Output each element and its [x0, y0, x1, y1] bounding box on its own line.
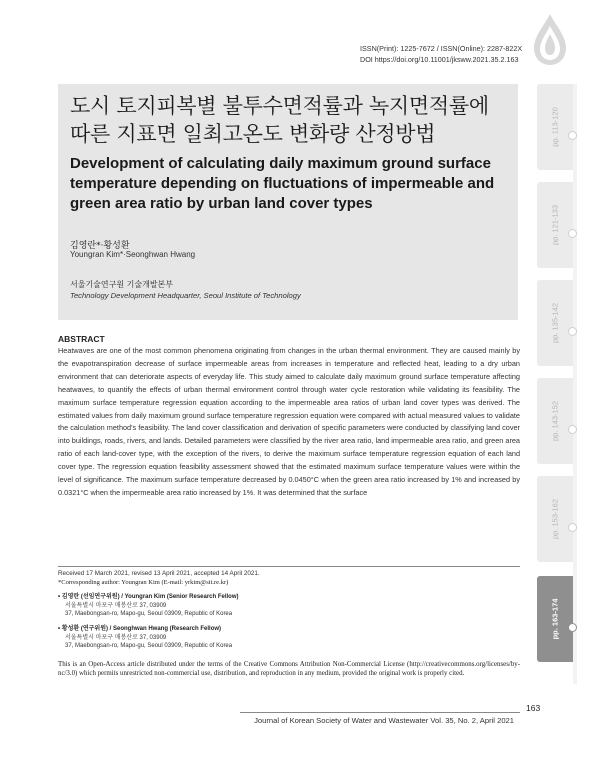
korean-title-line2: 따른 지표면 일최고온도 변화량 산정방법: [70, 122, 436, 146]
tab-dot-icon: [568, 229, 577, 238]
journal-citation: Journal of Korean Society of Water and Wastewater Vol. 35, No. 2, April 2021: [254, 716, 514, 725]
abstract-body: Heatwaves are one of the most common phenomena originating from changes in the urban thermal environment. They are caused mainly by the evapotranspiration decrease of surface impermeable areas from increases in temperature and reflected heat, leading to a dry urban environment that can deteriorate aspects of everyday life. This study aimed to calculate daily maximum ground surface temperature affecting heatwaves, to quantify the effects of urban thermal environment control through water cycle restoration while validating its feasibility. The maximum surface temperature regression equation according to the impermeable area ratios of urban land cover types was derived. The estimated values from daily maximum ground surface temperature regression equation were compared with actual measured values to validate the calculation method's feasibility. The land cover classification and derivation of specific parameters were conducted by classifying land cover into buildings, roads, rivers, and lands. Detailed parameters were classified by the river area ratio, land impermeable area ratio, and green area ratio of each land-cover type, with the exception of the rivers, to derive the maximum surface temperature regression equation of each land cover type. The regression equation feasibility assessment showed that the estimated maximum surface temperature values were within the level of significance. The maximum surface temperature decreased by 0.0450°C when the green area ratio increased by 1% and increased by 0.0321°C when the impermeable area ratio increased by 1%. It was determined that the surface: [58, 346, 520, 497]
author-info-head: • 김영란 (선임연구위원) / Youngran Kim (Senior Research Fellow): [58, 594, 239, 600]
corresponding-author: *Corresponding author: Youngran Kim (E-mail: yrkim@sit.re.kr): [58, 579, 229, 586]
issn-text: ISSN(Print): 1225-7672 / ISSN(Online): 2287-822X: [360, 44, 523, 53]
tab-dot-icon: [568, 523, 577, 532]
side-tab-label: pp. 163-174: [550, 598, 560, 640]
tab-dot-icon: [568, 425, 577, 434]
tab-dot-icon: [568, 327, 577, 336]
tab-dot-icon: [568, 131, 577, 140]
author-address-english: 37, Maebongsan-ro, Mapo-gu, Seoul 03909, Republic of Korea: [65, 643, 233, 650]
author-info-head: • 황성환 (연구위원) / Seonghwan Hwang (Research Fellow): [58, 626, 222, 632]
author-info-2: [58, 625, 232, 651]
author-address-korean: 서울특별시 마포구 매봉산로 37, 03909: [65, 602, 167, 609]
footnote-divider: [58, 566, 520, 567]
issn-doi-block: [360, 44, 522, 65]
authors-english: Youngran Kim*·Seonghwan Hwang: [70, 250, 196, 259]
journal-logo-icon: [526, 12, 574, 68]
author-address-korean: 서울특별시 마포구 매봉산로 37, 03909: [65, 634, 167, 641]
footer-divider: [240, 712, 520, 713]
tab-dot-icon: [568, 623, 577, 632]
side-tab-label: pp. 113-120: [550, 107, 560, 147]
korean-title: [70, 92, 510, 148]
side-tab-label: pp. 153-162: [550, 498, 560, 540]
side-tab-rail: [573, 84, 577, 684]
korean-title-line1: 도시 토지피복별 불투수면적률과 녹지면적률에: [70, 94, 489, 118]
affiliation-korean: 서울기술연구원 기술개발본부: [70, 280, 174, 289]
authors-korean: 김영란*·황성환: [70, 241, 130, 251]
english-title: Development of calculating daily maximum ground surface temperature depending on fluctuations of impermeable and green area ratio by urban land cover types: [70, 155, 495, 212]
side-tab-label: pp. 143-152: [550, 400, 560, 442]
side-tab-label: pp. 135-142: [550, 302, 560, 344]
side-tab-pp-143-152[interactable]: [537, 378, 573, 464]
side-tab-label: pp. 121-133: [550, 204, 560, 246]
side-tab-pp-163-174[interactable]: [537, 576, 573, 662]
abstract-heading: ABSTRACT: [58, 334, 105, 344]
side-tab-pp-121-133[interactable]: [537, 182, 573, 268]
license-statement: This is an Open-Access article distributed under the terms of the Creative Commons Attribution Non-Commercial License (http://creativecommons.org/licenses/by-nc/3.0) which permits unrestricted non-commercial use, distribution, and reproduction in any medium, provided the original work is properly cited.: [58, 661, 520, 677]
affiliation-english: Technology Development Headquarter, Seoul Institute of Technology: [70, 291, 301, 300]
side-tab-pp-135-142[interactable]: [537, 280, 573, 366]
side-tab-pp-113-120[interactable]: [537, 84, 573, 170]
received-dates: Received 17 March 2021, revised 13 April 2021, accepted 14 April 2021.: [58, 570, 260, 577]
doi-text: DOI https://doi.org/10.11001/jksww.2021.35.2.163: [360, 54, 519, 64]
author-address-english: 37, Maebongsan-ro, Mapo-gu, Seoul 03909, Republic of Korea: [65, 611, 233, 618]
author-info-1: [58, 593, 239, 619]
side-tab-pp-153-162[interactable]: [537, 476, 573, 562]
page-number: 163: [526, 703, 541, 713]
